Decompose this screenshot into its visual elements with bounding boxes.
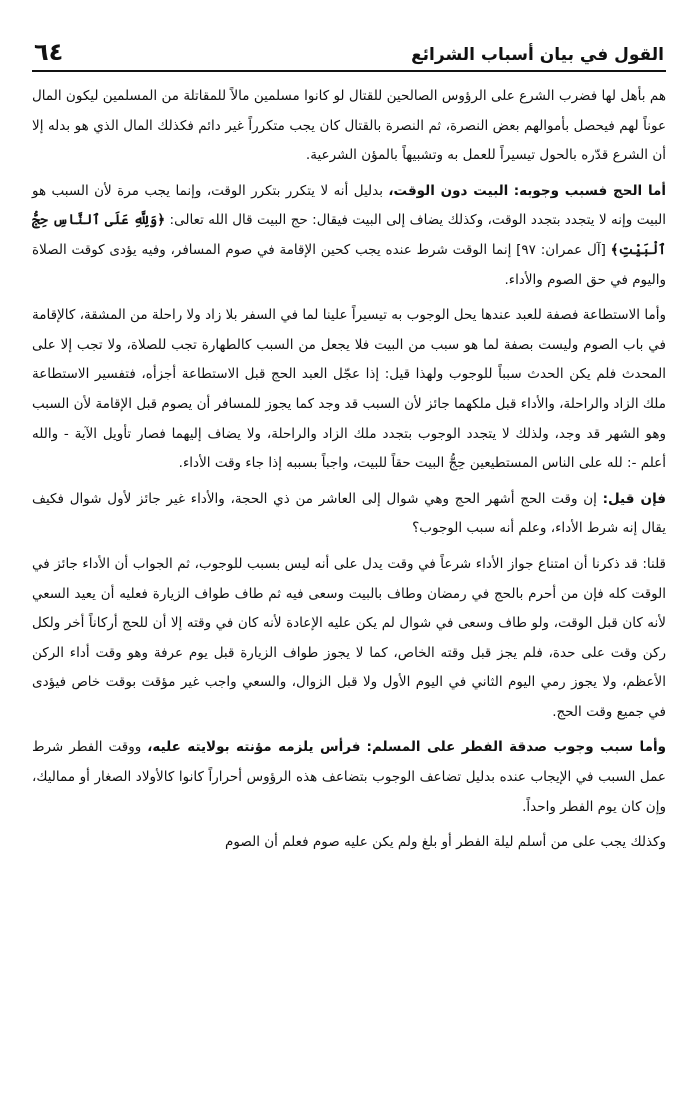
running-title: القول في بيان أسباب الشرائع (411, 45, 664, 65)
quran-verse: ﴿وَلِلَّهِ عَلَى ٱلنَّاسِ حِجُّ ٱلْبَيْتِ﴾ (32, 212, 666, 258)
body-text (32, 82, 666, 858)
paragraph-jizya (32, 82, 666, 171)
paragraph-text: قلنا: قد ذكرنا أن امتناع جواز الأداء شرعاً في وقت يدل على أنه ليس بسبب للوجوب، ثم الجواب أن الأداء جائز في الوقت كله فإن من أحرم بالحج في رمضان وطاف بالبيت وسعى فيه ثم طاف طواف الزيارة فعليه أن يعيد السعي لأنه كان قبل الوقت، ولو طاف وسعى في شوال لم يكن عليه الإعادة لأنه كان في وقته إلا أن للحج أركاناً أخر ولكل ركن وقت على حدة، فلم يجز قبل وقته الخاص، كما لا يجوز طواف الزيارة قبل يوم عرفة وهو وقت أداء الركن الأعظم، ولا يجوز رمي اليوم الثاني في اليوم الأول ولا قبل الزوال، والسعي واجب غير مؤقت بوقت خاص فيؤدى في جميع وقت الحج. (32, 555, 666, 720)
paragraph-text: وأما الاستطاعة فصفة للعبد عندها يحل الوجوب به تيسيراً علينا لما في السفر بلا زاد ولا راحلة من المشقة، كالإقامة في باب الصوم وليست بصفة لما هو سبب من البيت فلا يجعل من السبب كالطهارة تجب للصلاة، ولا تجب إلا على المحدث فلم يكن الحدث سبباً للوجوب ولهذا قيل: إذا عجّل العبد الحج قبل الاستطاعة أجزأه، فتفسير الاستطاعة ملك الزاد والراحلة، والأداء قبل ملكهما جائز لأن السبب قد وجد كما يجوز للمسافر أن يصوم قبل الإقامة لأن السبب وهو الشهر قد وجد، ولذلك لا يتجدد الوجوب بتجدد ملك الزاد والراحلة، ولا يضاف إليهما فصار تأويل الآية - والله أعلم -: لله على الناس المستطيعين حِجُّ البيت حقاً للبيت، واجباً بسببه إذا جاء وقت الأداء. (32, 307, 666, 472)
paragraph-text-continued: [آل عمران: ٩٧] إنما الوقت شرط عنده يجب كحين الإقامة في صوم المسافر، وفيه يؤدى كوقت الصلاة واليوم في حق الصوم والأداء. (32, 241, 666, 288)
paragraph-hajj-cause (32, 177, 666, 295)
bold-phrase: البيت دون الوقت، (388, 182, 509, 199)
paragraph-objection (32, 485, 666, 544)
section-lead: وأما سبب وجوب صدقة الفطر على المسلم: (366, 739, 666, 756)
paragraph-fitr-continued (32, 828, 666, 858)
paragraph-reply (32, 550, 666, 728)
section-lead: أما الحج فسبب وجوبه: (513, 182, 667, 199)
paragraph-istitaa (32, 301, 666, 479)
objection-lead: فإن قيل: (602, 490, 666, 507)
paragraph-text: ووقت الفطر شرط عمل السبب في الإيجاب عنده بدليل تضاعف الوجوب بتضاعف هذه الرؤوس أحراراً كانوا كالأولاد الصغار أو مماليك، وإن كان يوم الفطر واحداً. (32, 739, 666, 815)
paragraph-text: هم بأهل لها فضرب الشرع على الرؤوس الصالحين للقتال لو كانوا مسلمين مالاً للمقاتلة من المسلمين ليكون المال عوناً لهم فيحصل بأموالهم بعض النصرة، ثم النصرة بالقتال كان يجب متكرراً غير دائم فكذلك المال الذي هو بدله إلا أن الشرع قدّره بالحول تيسيراً للعمل به وتشبيهاً بالمؤن الشرعية. (32, 88, 666, 164)
paragraph-text: بدليل أنه لا يتكرر بتكرر الوقت، وإنما يجب مرة لأن السبب هو البيت وإنه لا يتجدد بتجدد الوقت، وكذلك يضاف إلى البيت فيقال: حج البيت قال الله تعالى: (32, 182, 667, 229)
running-header (32, 30, 666, 72)
paragraph-text: إن وقت الحج أشهر الحج وهي شوال إلى العاشر من ذي الحجة، والأداء غير جائز لأول شوال فكيف يقال إنه شرط الأداء، وعلم أنه سبب الوجوب؟ (32, 490, 666, 537)
bold-phrase: فرأس يلزمه مؤنته بولايته عليه، (147, 739, 361, 756)
page-number: ٦٤ (34, 38, 64, 66)
paragraph-fitr (32, 733, 666, 822)
paragraph-text: وكذلك يجب على من أسلم ليلة الفطر أو بلغ ولم يكن عليه صوم فعلم أن الصوم (225, 834, 666, 851)
